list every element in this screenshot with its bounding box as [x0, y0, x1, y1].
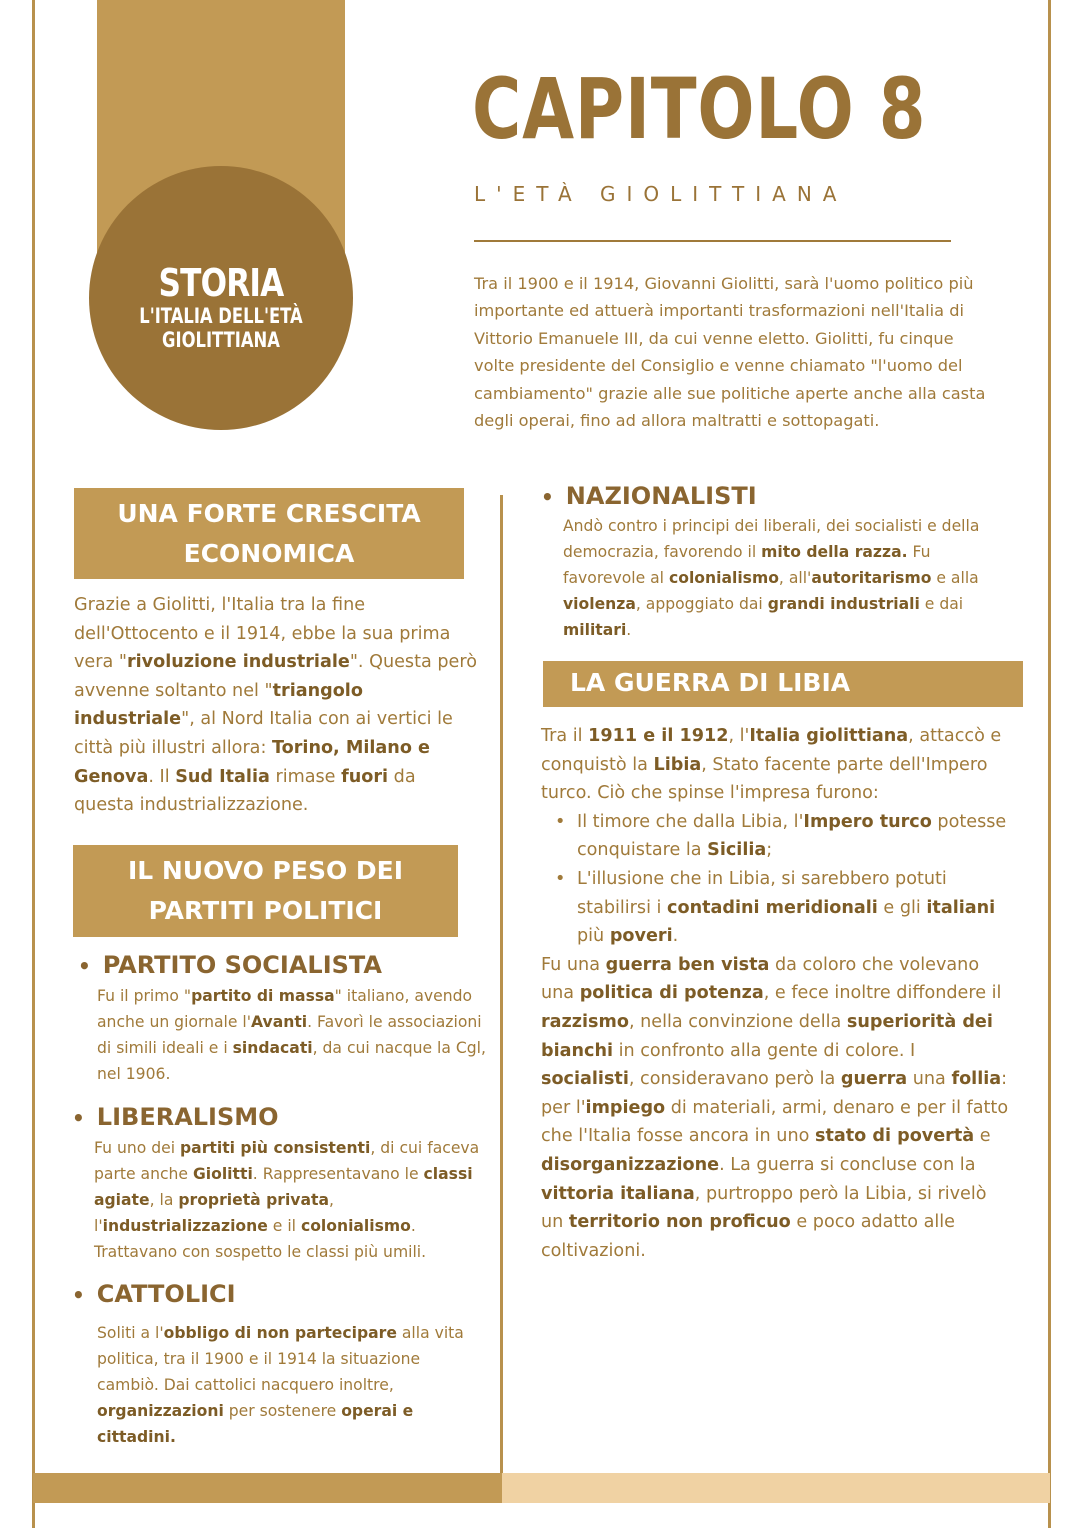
intro-paragraph: Tra il 1900 e il 1914, Giovanni Giolitti, sarà l'uomo politico più importante ed attuerà importanti trasformazioni nell'Italia di Vittorio Emanuele III, da cui venne eletto. Giolitti, fu cinque volte presidente del Consiglio e venne chiamato "l'uomo del cambiamento" grazie alle sue politiche aperte anche alla casta degli operai, fino ad allora maltratti e sottopagati. [474, 274, 986, 431]
cattolici-heading: • CATTOLICI [72, 1280, 236, 1308]
badge-subtitle-line2: GIOLITTIANA [162, 328, 280, 352]
heading-line: IL NUOVO PESO DEI [127, 856, 404, 885]
right-border-line [1048, 0, 1051, 1528]
chapter-subtitle: L'ETÀ GIOLITTIANA [474, 182, 848, 206]
section-heading-partiti [73, 845, 458, 937]
bullet-icon: • [72, 1106, 85, 1130]
socialista-heading: • PARTITO SOCIALISTA [78, 951, 382, 979]
footer-bar-right [502, 1473, 1050, 1503]
column-divider [500, 495, 503, 1473]
libia-paragraph-1: Tra il 1911 e il 1912, l'Italia giolittiana, attaccò e conquistò la Libia, Stato facente parte dell'Impero turco. Ciò che spinse l'impresa furono: • Il timore che dalla Libia, l'Impero turco potesse conquistare la Sicilia; • L'illusione che in Libia, si sarebbero potuti stabilirsi i contadini meridionali e gli italiani più poveri. Fu una guerra ben vista da coloro che volevano una politica di potenza, e fece inoltre diffondere il razzismo, nella convinzione della superiorità dei bianchi in confronto alla gente di colore. I socialisti, consideravano però la guerra una follia: per l'impiego di materiali, armi, denaro e per il fatto che l'Italia fosse ancora in uno stato di povertà e disorganizzazione. La guerra si concluse con la vittoria italiana, purtroppo però la Libia, si rivelò un territorio non proficuo e poco adatto alle coltivazioni. [541, 722, 1011, 1265]
chapter-title: CAPITOLO 8 [472, 60, 927, 158]
socialista-text: Fu il primo "partito di massa" italiano, avendo anche un giornale l'Avanti. Favorì le associazioni di simili ideali e i sindacati, da cui nacque la Cgl, nel 1906. [97, 987, 486, 1083]
bullet-icon: • [541, 485, 554, 509]
section-heading-libia: LA GUERRA DI LIBIA [543, 661, 1023, 707]
badge-subtitle-line1: L'ITALIA DELL'ETÀ [139, 304, 303, 328]
heading-line: UNA FORTE CRESCITA [117, 499, 421, 528]
list-item: • Il timore che dalla Libia, l'Impero turco potesse conquistare la Sicilia; [541, 808, 1011, 865]
liberalismo-text: Fu uno dei partiti più consistenti, di cui faceva parte anche Giolitti. Rappresentavano le classi agiate, la proprietà privata, l'industrializzazione e il colonialismo. Trattavano con sospetto le classi più umili. [94, 1139, 480, 1261]
heading-line: PARTITI POLITICI [148, 896, 383, 925]
bullet-icon: • [78, 954, 91, 978]
libia-reasons-list [541, 808, 1011, 951]
title-divider [474, 240, 951, 242]
crescita-paragraph: Grazie a Giolitti, l'Italia tra la fine dell'Ottocento e il 1914, ebbe la sua prima vera "rivoluzione industriale". Questa però avvenne soltanto nel "triangolo industriale", al Nord Italia con ai vertici le città più illustri allora: Torino, Milano e Genova. Il Sud Italia rimase fuori da questa industrializzazione. [74, 595, 477, 816]
list-item: • L'illusione che in Libia, si sarebbero potuti stabilirsi i contadini meridionali e gli italiani più poveri. [541, 865, 1011, 951]
nazionalisti-text: Andò contro i principi dei liberali, dei socialisti e della democrazia, favorendo il mito della razza. Fu favorevole al colonialismo, all'autoritarismo e alla violenza, appoggiato dai grandi industriali e dai militari. [563, 517, 980, 639]
left-border-line [32, 0, 35, 1528]
heading-line: ECONOMICA [183, 539, 355, 568]
footer-bar-left [33, 1473, 502, 1503]
nazionalisti-heading: • NAZIONALISTI [541, 482, 757, 510]
liberalismo-heading: • LIBERALISMO [72, 1103, 279, 1131]
bullet-icon: • [72, 1283, 85, 1307]
subject-badge [89, 166, 353, 430]
cattolici-text: Soliti a l'obbligo di non partecipare alla vita politica, tra il 1900 e il 1914 la situazione cambiò. Dai cattolici nacquero inoltre, organizzazioni per sostenere operai e cittadini. [97, 1324, 464, 1446]
badge-title: STORIA [158, 261, 284, 305]
section-heading-crescita [74, 488, 464, 579]
